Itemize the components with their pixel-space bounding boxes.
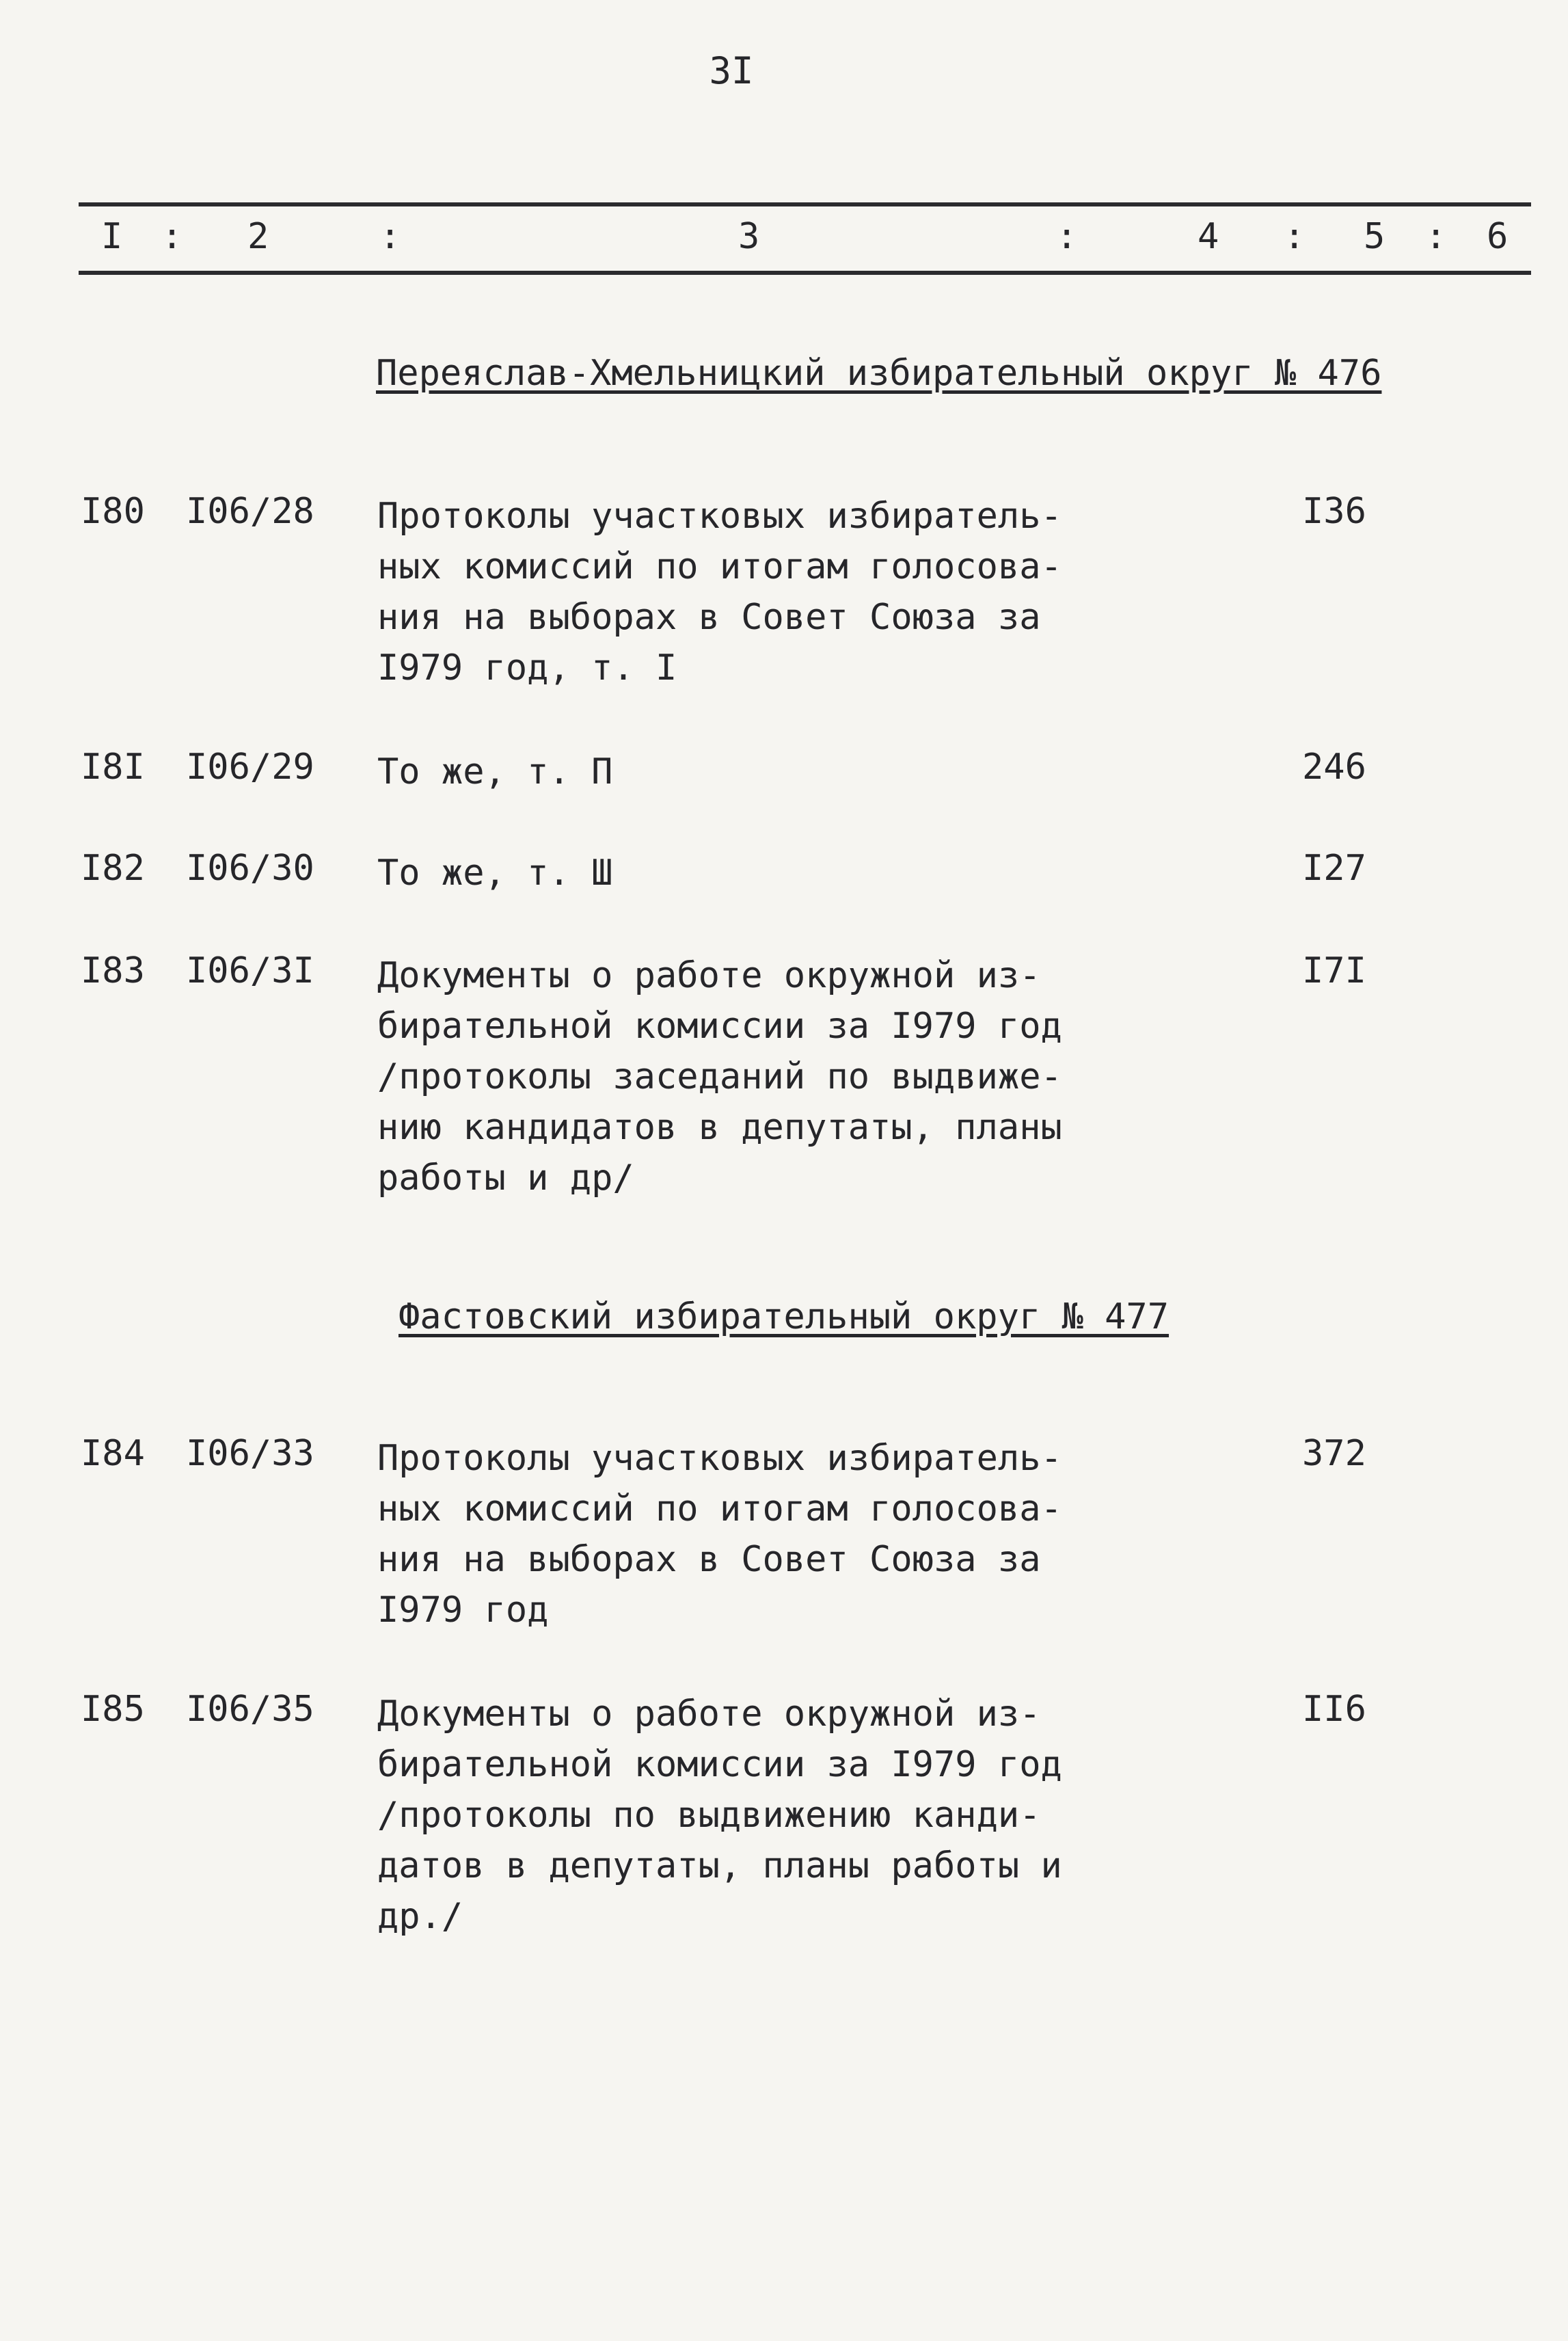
header-top-rule <box>79 202 1531 206</box>
entry-number: I84 <box>81 1433 145 1474</box>
column-header-1: I <box>101 216 123 257</box>
entry-number: I8I <box>81 747 145 788</box>
entry-description: Документы о работе окружной из- бирательной комиссии за I979 год /протоколы заседаний по выдвиже- нию кандидатов в депутаты, планы работы и др/ <box>377 955 1062 1199</box>
entry-sheet-count: II6 <box>1302 1689 1366 1730</box>
section-title-477: Фастовский избирательный округ № 477 <box>398 1296 1170 1337</box>
column-header-6: 6 <box>1487 216 1509 257</box>
entry-number: I83 <box>81 950 145 991</box>
entry-code: I06/29 <box>186 747 314 788</box>
entry-code: I06/28 <box>186 491 314 532</box>
entry-code: I06/35 <box>186 1689 314 1730</box>
entry-code: I06/3I <box>186 950 314 991</box>
column-header-2: 2 <box>247 216 269 257</box>
entry-sheet-count: 372 <box>1302 1433 1366 1474</box>
column-header-4: 4 <box>1198 216 1219 257</box>
entry-description: То же, т. П <box>377 751 613 792</box>
entry-number: I80 <box>81 491 145 532</box>
entry-sheet-count: I7I <box>1302 950 1366 991</box>
header-bottom-rule <box>79 271 1531 275</box>
entry-sheet-count: I27 <box>1302 848 1366 889</box>
entry-description: Протоколы участковых избиратель- ных комиссий по итогам голосова- ния на выборах в Совет Союза за I979 год, т. I <box>377 496 1062 688</box>
entry-code: I06/30 <box>186 848 314 889</box>
entry-description: Протоколы участковых избиратель- ных комиссий по итогам голосова- ния на выборах в Совет Союза за I979 год <box>377 1438 1062 1631</box>
column-header-3: 3 <box>738 216 760 257</box>
column-separator: : <box>1425 216 1447 257</box>
entry-number: I82 <box>81 848 145 889</box>
entry-description: То же, т. Ш <box>377 853 613 894</box>
column-separator: : <box>379 216 401 257</box>
page-number: 3I <box>709 49 754 92</box>
column-separator: : <box>161 216 183 257</box>
entry-sheet-count: 246 <box>1302 747 1366 788</box>
column-separator: : <box>1284 216 1306 257</box>
entry-description: Документы о работе окружной из- бирательной комиссии за I979 год /протоколы по выдвижению канди- датов в депутаты, планы работы и др./ <box>377 1694 1062 1937</box>
entry-sheet-count: I36 <box>1302 491 1366 532</box>
entry-code: I06/33 <box>186 1433 314 1474</box>
entry-number: I85 <box>81 1689 145 1730</box>
section-title-476: Переяслав-Хмельницкий избирательный округ № 476 <box>376 353 1382 394</box>
column-header-5: 5 <box>1364 216 1385 257</box>
column-separator: : <box>1056 216 1078 257</box>
